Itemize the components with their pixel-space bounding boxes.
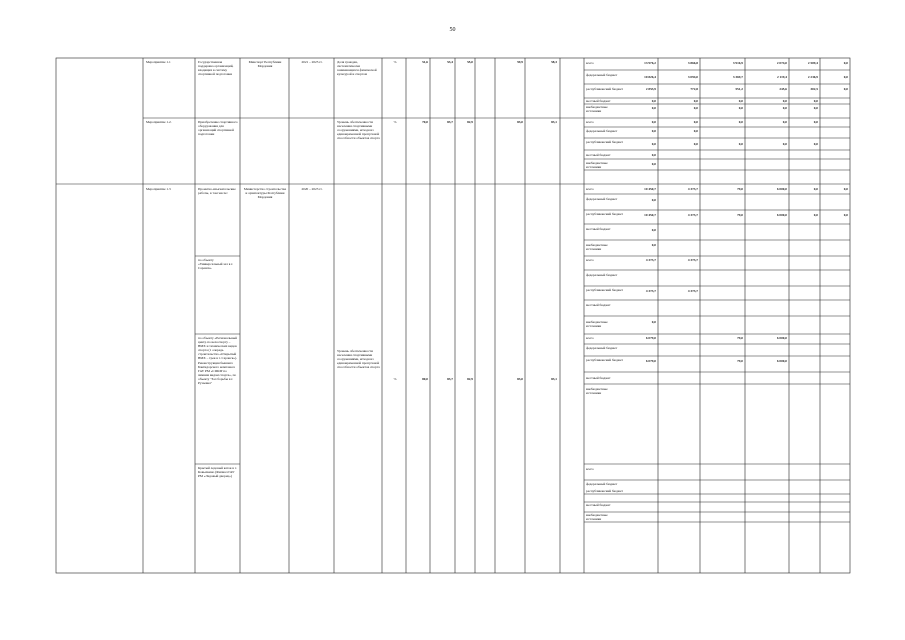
m13-src1-v3: 79,0: [737, 187, 743, 191]
m11-src5-v4: 0,0: [782, 106, 787, 110]
m11-src5-v3: 0,0: [738, 106, 743, 110]
m11-src2-v2: 3 094,0: [687, 75, 698, 79]
m12-src3-v2: 0,0: [693, 142, 698, 146]
obj3-src-1: всего: [586, 467, 594, 471]
m11-src1-v3: 3 916,9: [732, 61, 743, 65]
m11-src5-v5: 0,0: [813, 106, 818, 110]
obj3-src-2: федеральный бюджет: [586, 482, 618, 486]
m12-src-2: федеральный бюджет: [586, 129, 618, 133]
m12-src3-v1: 0,0: [651, 142, 656, 146]
m11-indicator: Доля граждан, систематически занимающихся физической культурой и спортом: [337, 60, 377, 77]
m11-src1-v1: 13 976,2: [644, 61, 656, 65]
m11-val-5: 58,3: [551, 60, 557, 64]
m11-executor: Минспорт Республики Мордовия: [248, 60, 282, 69]
obj1-src1-v1: 4 373,7: [645, 258, 656, 262]
m11-src3-v5: 302,5: [810, 87, 818, 91]
m12-src4-v1: 0,0: [651, 153, 656, 157]
obj2-src1-v2: 79,0: [737, 336, 743, 340]
m12-val-5: 83,1: [551, 120, 557, 124]
obj2-src3-v1: 6 079,0: [645, 359, 656, 363]
m11-src-3: республиканский бюджет: [586, 87, 624, 91]
m11-id: Мероприятие 1.1: [146, 60, 171, 64]
m12-val-2: 83,7: [447, 120, 453, 124]
m13-src3-v2: 4 373,7: [687, 213, 698, 217]
m12-src2-v1: 0,0: [651, 129, 656, 133]
m13-src-5: внебюджетные источники: [586, 243, 608, 252]
m11-src4-v5: 0,0: [813, 99, 818, 103]
m11-src3-v4: 245,6: [779, 87, 787, 91]
m12-id: Мероприятие 1.2.: [146, 120, 172, 124]
m12-src-4: местный бюджет: [586, 153, 611, 157]
obj2-src-1: всего: [586, 336, 594, 340]
obj1-src1-v2: 4 373,7: [687, 258, 698, 262]
m13-src3-v6: 0,0: [843, 213, 848, 217]
m13-src1-v5: 0,0: [813, 187, 818, 191]
obj2-src3-v2: 79,0: [737, 359, 743, 363]
m11-val-4: 59,9: [517, 60, 523, 64]
m13-indicator: Уровень обеспеченности населения спортивными сооружениями, исходя из единовременной пропускной способности объектов спорта: [337, 349, 380, 370]
m13-src3-v4: 6 000,0: [776, 213, 787, 217]
m11-name: Государственная поддержка организаций, входящих в систему спортивной подготовки: [198, 60, 234, 77]
obj1-src-3: республиканский бюджет: [586, 288, 624, 292]
m12-src-5: внебюджетные источники: [586, 161, 608, 170]
obj1-src-5: внебюджетные источники: [586, 320, 608, 329]
m13-val-3: 82,9: [467, 377, 473, 381]
m13-src1-v6: 0,0: [843, 187, 848, 191]
m12-val-1: 70,0: [422, 120, 428, 124]
m11-src4-v3: 0,0: [738, 99, 743, 103]
m11-src4-v2: 0,0: [693, 99, 698, 103]
m11-src1-v2: 3 866,8: [687, 61, 698, 65]
obj2-src3-v3: 6 000,0: [776, 359, 787, 363]
page-number: 50: [449, 27, 456, 33]
m11-src1-v6: 0,0: [843, 61, 848, 65]
m12-val-3: 82,9: [467, 120, 473, 124]
obj1-src-2: федеральный бюджет: [586, 273, 618, 277]
m13-src3-v5: 0,0: [813, 213, 818, 217]
m11-src5-v2: 0,0: [693, 106, 698, 110]
m11-src2-v6: 0,0: [843, 75, 848, 79]
m13-val-5: 83,1: [551, 377, 557, 381]
obj3-src-5: внебюджетные источники: [586, 513, 608, 522]
m11-src-5: внебюджетные источники: [586, 105, 608, 114]
m11-src2-v4: 2 119,4: [777, 75, 787, 79]
m11-val-2: 53,4: [447, 60, 453, 64]
m13-val-4: 83,0: [517, 377, 523, 381]
obj2-src-5: внебюджетные источники: [586, 387, 608, 396]
m11-src3-v3: 551,2: [735, 87, 743, 91]
m13-src-4: местный бюджет: [586, 227, 611, 231]
obj1-name: по объекту «Универсальный зал в г. Саранск»: [198, 258, 233, 271]
m13-src-2: федеральный бюджет: [586, 197, 618, 201]
m11-src-4: местный бюджет: [586, 99, 611, 103]
m12-src1-v3: 0,0: [738, 120, 743, 124]
m11-src5-v1: 0,0: [651, 106, 656, 110]
obj2-name: по объекту «Региональный центр по велоспорту – BMX и технических видов спорта (1 очередь строительства «Открытый BMX – трек в г. Саранск»). Реконструкция бывшего Бактидорского комплекса ГАУ РМ «СШОР по зимним видам спорта», по объекту "Зал борьбы в г. Рузаевка": [198, 336, 238, 386]
obj2-src-3: республиканский бюджет: [586, 358, 624, 362]
m13-src2-v1: 0,0: [651, 198, 656, 202]
m13-id: Мероприятие 1.3: [146, 187, 171, 191]
m11-src4-v1: 0,0: [651, 99, 656, 103]
m11-src2-v5: 2 236,9: [807, 75, 818, 79]
m11-src3-v6: 0,0: [843, 87, 848, 91]
m12-src3-v4: 0,0: [782, 142, 787, 146]
obj1-src3-v2: 4 373,7: [687, 289, 698, 293]
obj2-src-4: местный бюджет: [586, 376, 611, 380]
m13-src3-v1: 10 450,7: [644, 213, 656, 217]
m11-src-1: всего: [586, 61, 594, 65]
m11-src2-v3: 3 369,7: [732, 75, 743, 79]
obj1-src-4: местный бюджет: [586, 303, 611, 307]
m13-src-3: республиканский бюджет: [586, 212, 624, 216]
m13-val-2: 83,7: [447, 377, 453, 381]
m12-src2-v2: 0,0: [693, 129, 698, 133]
m12-val-4: 83,0: [517, 120, 523, 124]
m11-src3-v1: 2 853,9: [645, 87, 656, 91]
m13-src1-v2: 4 373,7: [687, 187, 698, 191]
m12-src5-v1: 0,0: [651, 162, 656, 166]
obj3-src-4: местный бюджет: [586, 503, 611, 507]
m11-src3-v2: 772,8: [690, 87, 698, 91]
m12-src-3: республиканский бюджет: [586, 140, 624, 144]
m12-src3-v5: 0,0: [813, 142, 818, 146]
m13-src1-v1: 10 450,7: [644, 187, 656, 191]
m11-val-1: 51,6: [422, 60, 428, 64]
obj3-name: Крытый ледовый каток в г. Ковылкино (Филиал ГАУ РМ «Ледовый дворец»): [198, 466, 237, 479]
m12-src1-v4: 0,0: [782, 120, 787, 124]
m11-src2-v1: 10 826,4: [644, 75, 656, 79]
m13-name: Проектно-изыскательские работы, в том числе:: [198, 187, 236, 196]
m11-unit: %: [393, 60, 397, 64]
m13-src-1: всего: [586, 187, 594, 191]
m12-src1-v1: 0,0: [651, 120, 656, 124]
obj2-src-2: федеральный бюджет: [586, 346, 618, 350]
m11-period: 2021 – 2025 гг.: [301, 60, 323, 64]
obj2-src1-v3: 6 000,0: [776, 336, 787, 340]
m12-src-1: всего: [586, 120, 594, 124]
m12-name: Приобретение спортивного оборудования для организаций спортивной подготовки: [198, 120, 238, 137]
m13-src1-v4: 6 000,0: [776, 187, 787, 191]
m13-unit: %: [393, 377, 397, 381]
obj3-src-3: республиканский бюджет: [586, 489, 624, 493]
m11-src4-v4: 0,0: [782, 99, 787, 103]
m13-src4-v1: 0,0: [651, 228, 656, 232]
obj1-src-1: всего: [586, 258, 594, 262]
obj2-src1-v1: 6 079,0: [645, 336, 656, 340]
m12-src3-v3: 0,0: [738, 142, 743, 146]
m12-indicator: Уровень обеспеченности населения спортивными сооружениями, исходя из единовременной пропускной способности объектов спорта: [337, 120, 380, 141]
m13-executor: Министерство строительства и архитектуры Республики Мордовия: [243, 187, 287, 200]
obj1-src3-v1: 4 373,7: [645, 289, 656, 293]
obj1-src5-v1: 0,0: [651, 320, 656, 324]
m12-unit: %: [393, 120, 397, 124]
m13-val-1: 80,0: [422, 377, 428, 381]
m12-src1-v5: 0,0: [813, 120, 818, 124]
m11-src-2: федеральный бюджет: [586, 73, 618, 77]
m11-src1-v4: 2 074,0: [776, 61, 787, 65]
m13-src3-v3: 79,0: [737, 213, 743, 217]
m13-src5-v1: 0,0: [651, 243, 656, 247]
m11-val-3: 55,0: [467, 60, 473, 64]
m11-src1-v5: 2 509,4: [807, 61, 818, 65]
m13-period: 2020 – 2023 гг.: [301, 187, 323, 191]
m12-src1-v2: 0,0: [693, 120, 698, 124]
